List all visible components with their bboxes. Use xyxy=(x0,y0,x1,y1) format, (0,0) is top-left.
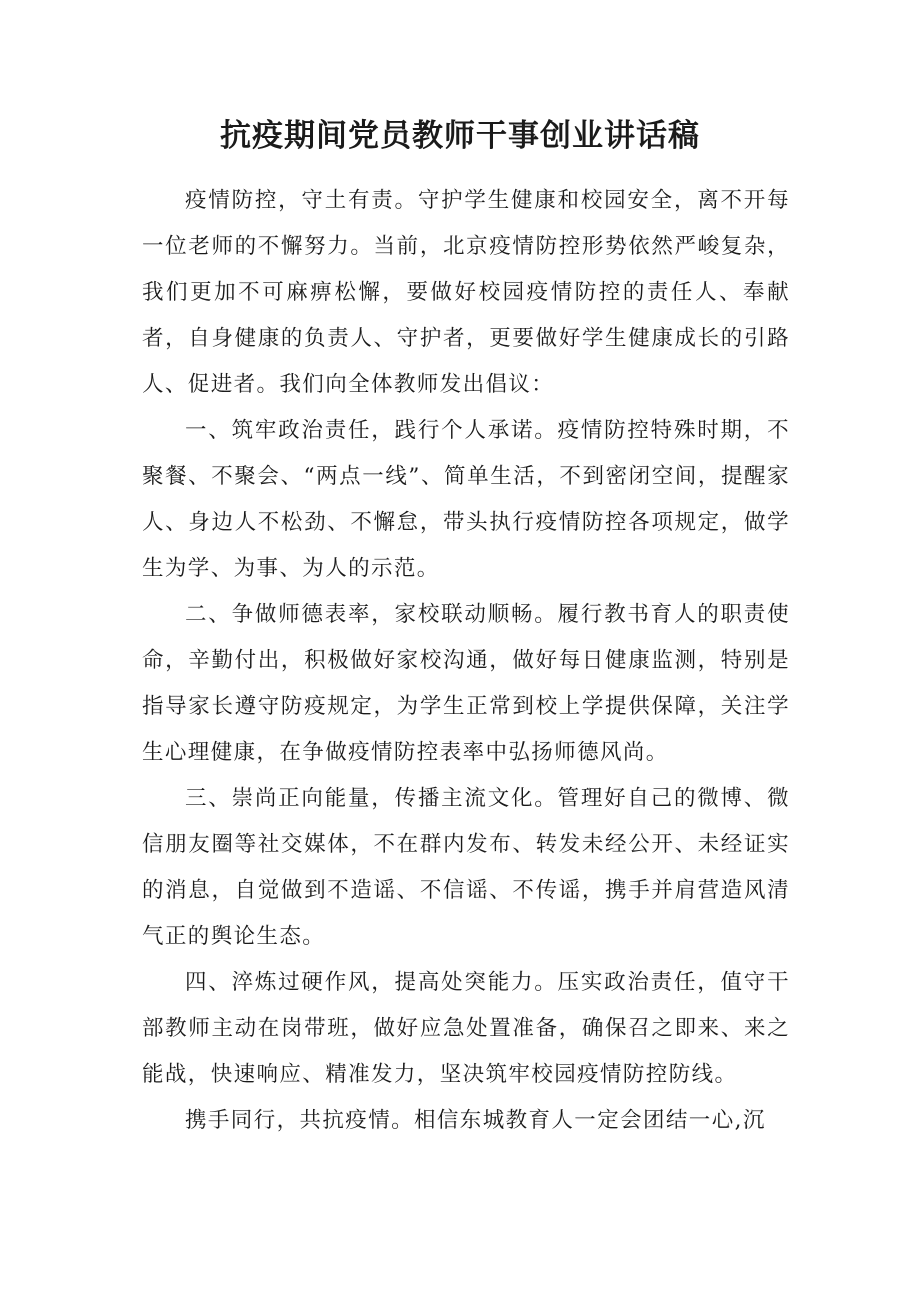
document-title: 抗疫期间党员教师干事创业讲话稿 xyxy=(220,118,700,154)
paragraph-intro: 疫情防控，守土有责。守护学生健康和校园安全，离不开每一位老师的不懈努力。当前，北京疫情防控形势依然严峻复杂，我们更加不可麻痹松懈，要做好校园疫情防控的责任人、奉献者，自身健康的负责人、守护者，更要做好学生健康成长的引路人、促进者。我们向全体教师发出倡议： xyxy=(142,188,790,397)
paragraph-point-3: 三、崇尚正向能量，传播主流文化。管理好自己的微博、微信朋友圈等社交媒体，不在群内发布、转发未经公开、未经证实的消息，自觉做到不造谣、不信谣、不传谣，携手并肩营造风清气正的舆论生态。 xyxy=(142,786,790,949)
paragraph-point-2: 二、争做师德表率，家校联动顺畅。履行教书育人的职责使命，辛勤付出，积极做好家校沟通，做好每日健康监测，特别是指导家长遵守防疫规定，为学生正常到校上学提供保障，关注学生心理健康，在争做疫情防控表率中弘扬师德风尚。 xyxy=(142,602,790,765)
paragraph-point-4: 四、淬炼过硬作风，提高处突能力。压实政治责任，值守干部教师主动在岗带班，做好应急处置准备，确保召之即来、来之能战，快速响应、精准发力，坚决筑牢校园疫情防控防线。 xyxy=(142,970,790,1087)
paragraph-point-1: 一、筑牢政治责任，践行个人承诺。疫情防控特殊时期，不聚餐、不聚会、“两点一线”、简单生活，不到密闭空间，提醒家人、身边人不松劲、不懈怠，带头执行疫情防控各项规定，做学生为学、为事、为人的示范。 xyxy=(142,418,790,581)
document-body xyxy=(142,178,790,1144)
paragraph-closing: 携手同行，共抗疫情。相信东城教育人一定会团结一心,沉 xyxy=(185,1108,766,1133)
